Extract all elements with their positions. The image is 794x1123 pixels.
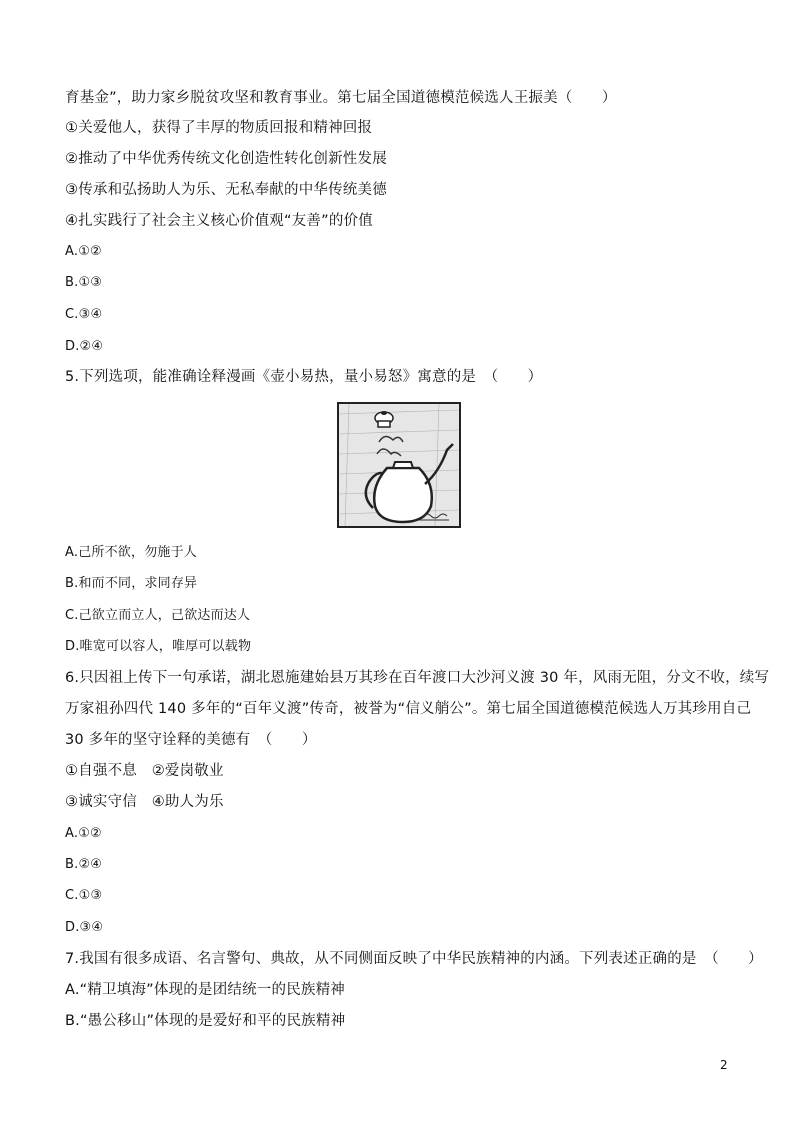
q5-stem: 5.下列选项，能准确诠释漫画《壶小易热，量小易怒》寓意的是 （ ）: [65, 369, 543, 385]
page-number: 2: [720, 1058, 728, 1072]
q7-stem: 7.我国有很多成语、名言警句、典故，从不同侧面反映了中华民族精神的内涵。下列表述正确的是 （ ）: [65, 951, 763, 967]
q4-option-c: C.③④: [65, 307, 103, 322]
text-line-q4-item-3: ③传承和弘扬助人为乐、无私奉献的中华传统美德: [65, 182, 387, 198]
q5-option-a: A.己所不欲，勿施于人: [65, 545, 197, 560]
q6-stem-line-2: 万家祖孙四代 140 多年的“百年义渡”传奇，被誉为“信义艄公”。第七届全国道德模范候选人万其珍用自己: [65, 701, 752, 717]
q6-option-d: D.③④: [65, 920, 104, 935]
text-line-q4-stem-end: 育基金”，助力家乡脱贫攻坚和教育事业。第七届全国道德模范候选人王振美（ ）: [65, 90, 617, 106]
q6-items-3-4: ③诚实守信 ④助人为乐: [65, 794, 224, 810]
q6-items-1-2: ①自强不息 ②爱岗敬业: [65, 763, 224, 779]
text-line-q4-item-1: ①关爱他人，获得了丰厚的物质回报和精神回报: [65, 120, 373, 136]
teapot-cartoon-image: [337, 402, 461, 528]
text-line-q4-item-2: ②推动了中华优秀传统文化创造性转化创新性发展: [65, 151, 387, 167]
q6-stem-line-1: 6.只因祖上传下一句承诺，湖北恩施建始县万其珍在百年渡口大沙河义渡 30 年，风雨无阻，分文不收，续写: [65, 670, 770, 686]
q7-option-a: A.“精卫填海”体现的是团结统一的民族精神: [65, 982, 345, 998]
q7-option-b: B.“愚公移山”体现的是爱好和平的民族精神: [65, 1013, 346, 1029]
q5-option-c: C.己欲立而立人，己欲达而达人: [65, 608, 251, 623]
text-line-q4-item-4: ④扎实践行了社会主义核心价值观“友善”的价值: [65, 213, 373, 229]
q4-option-b: B.①③: [65, 275, 103, 290]
q4-option-d: D.②④: [65, 339, 104, 354]
q5-option-d: D.唯宽可以容人，唯厚可以载物: [65, 639, 252, 654]
q6-stem-line-3: 30 多年的坚守诠释的美德有 （ ）: [65, 732, 317, 748]
q5-option-b: B.和而不同，求同存异: [65, 576, 198, 591]
q6-option-b: B.②④: [65, 857, 103, 872]
q4-option-a: A.①②: [65, 244, 102, 259]
q6-option-c: C.①③: [65, 888, 103, 903]
q6-option-a: A.①②: [65, 826, 102, 841]
